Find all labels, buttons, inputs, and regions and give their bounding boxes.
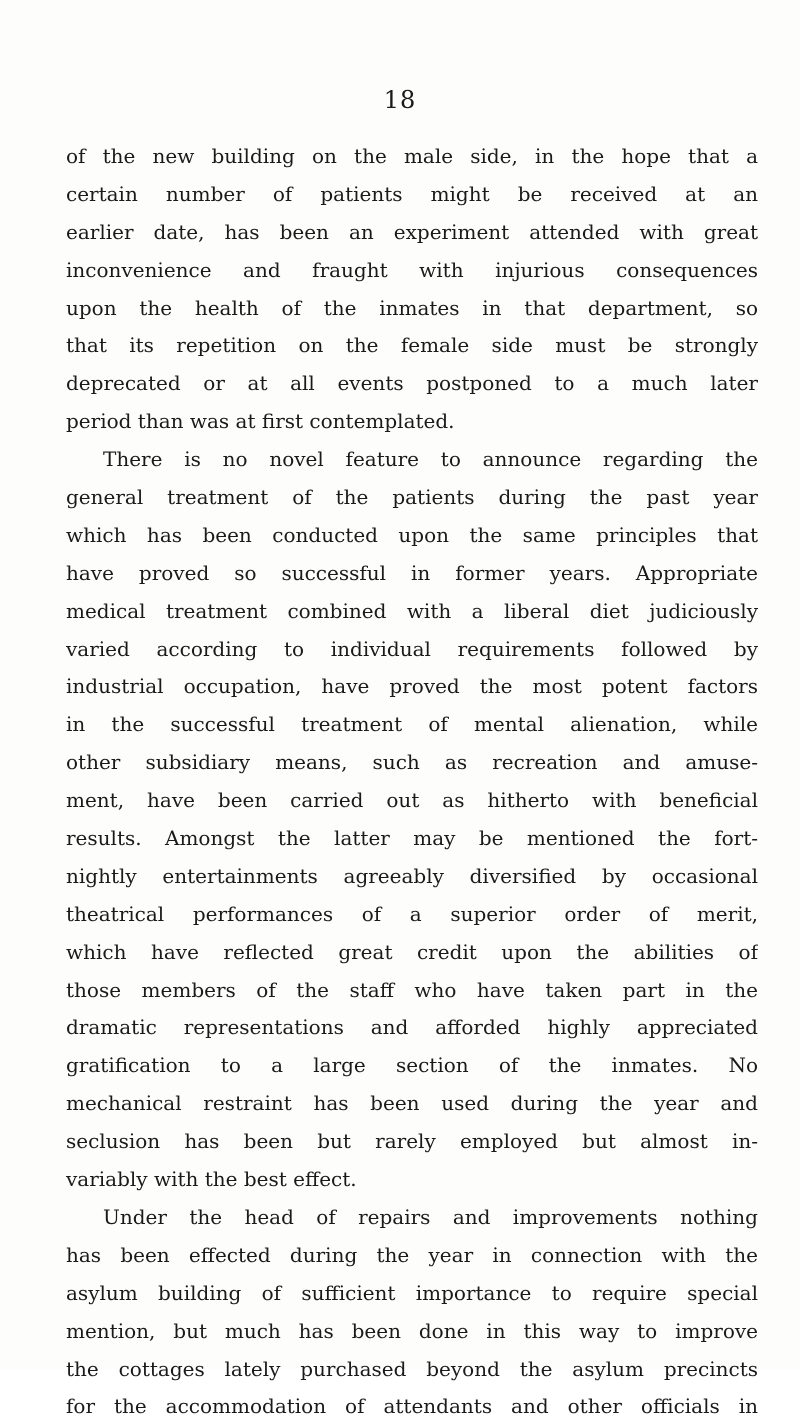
text-line: variably with the best effect. [66, 1167, 357, 1192]
text-line: upon the health of the inmates in that department, so [66, 295, 758, 320]
text-line: general treatment of the patients during the past year [66, 485, 758, 510]
text-line: of the new building on the male side, in the hope that a [66, 144, 758, 168]
text-line: nightly entertainments agreeably diversified by occasional [66, 863, 758, 888]
text-line: deprecated or at all events postponed to a much later [66, 371, 758, 396]
text-line: mechanical restraint has been used during the year and [66, 1091, 758, 1116]
text-line: seclusion has been but rarely employed but almost in- [66, 1129, 758, 1154]
text-line: results. Amongst the latter may be mentioned the fort- [66, 826, 758, 851]
text-line: in the successful treatment of mental alienation, while [66, 712, 758, 737]
text-line: mention, but much has been done in this way to improve [66, 1318, 758, 1343]
text-line: which have reflected great credit upon the abilities of [66, 939, 758, 964]
text-line: asylum building of sufficient importance to require special [66, 1280, 758, 1305]
page-number: 18 [383, 86, 417, 114]
text-line: which has been conducted upon the same principles that [66, 522, 758, 547]
text-line: certain number of patients might be received at an [66, 181, 758, 206]
text-line: has been effected during the year in connection with the [66, 1242, 758, 1267]
text-line: theatrical performances of a superior order of merit, [66, 901, 758, 926]
text-line: gratification to a large section of the inmates. No [66, 1053, 758, 1078]
text-line: ment, have been carried out as hitherto with beneficial [66, 788, 758, 813]
text-line: Under the head of repairs and improvements nothing [103, 1204, 758, 1229]
text-line: earlier date, has been an experiment attended with great [66, 219, 758, 244]
text-line: other subsidiary means, such as recreation and amuse- [66, 750, 758, 775]
text-line: period than was at first contemplated. [66, 409, 455, 434]
text-line: have proved so successful in former years. Appropriate [66, 560, 758, 585]
text-line: dramatic representations and afforded highly appreciated [66, 1015, 758, 1040]
text-line: medical treatment combined with a liberal diet judiciously [66, 598, 758, 623]
text-line: inconvenience and fraught with injurious consequences [66, 257, 758, 282]
body-text [66, 138, 758, 1426]
text-line: There is no novel feature to announce regarding the [103, 447, 758, 472]
text-line: that its repetition on the female side must be strongly [66, 333, 758, 358]
text-line: those members of the staff who have taken part in the [66, 977, 758, 1002]
text-line: for the accommodation of attendants and other officials in [66, 1394, 758, 1419]
text-line: industrial occupation, have proved the most potent factors [66, 674, 758, 699]
text-line: the cottages lately purchased beyond the asylum precincts [66, 1356, 758, 1381]
text-line: varied according to individual requirements followed by [66, 636, 758, 661]
